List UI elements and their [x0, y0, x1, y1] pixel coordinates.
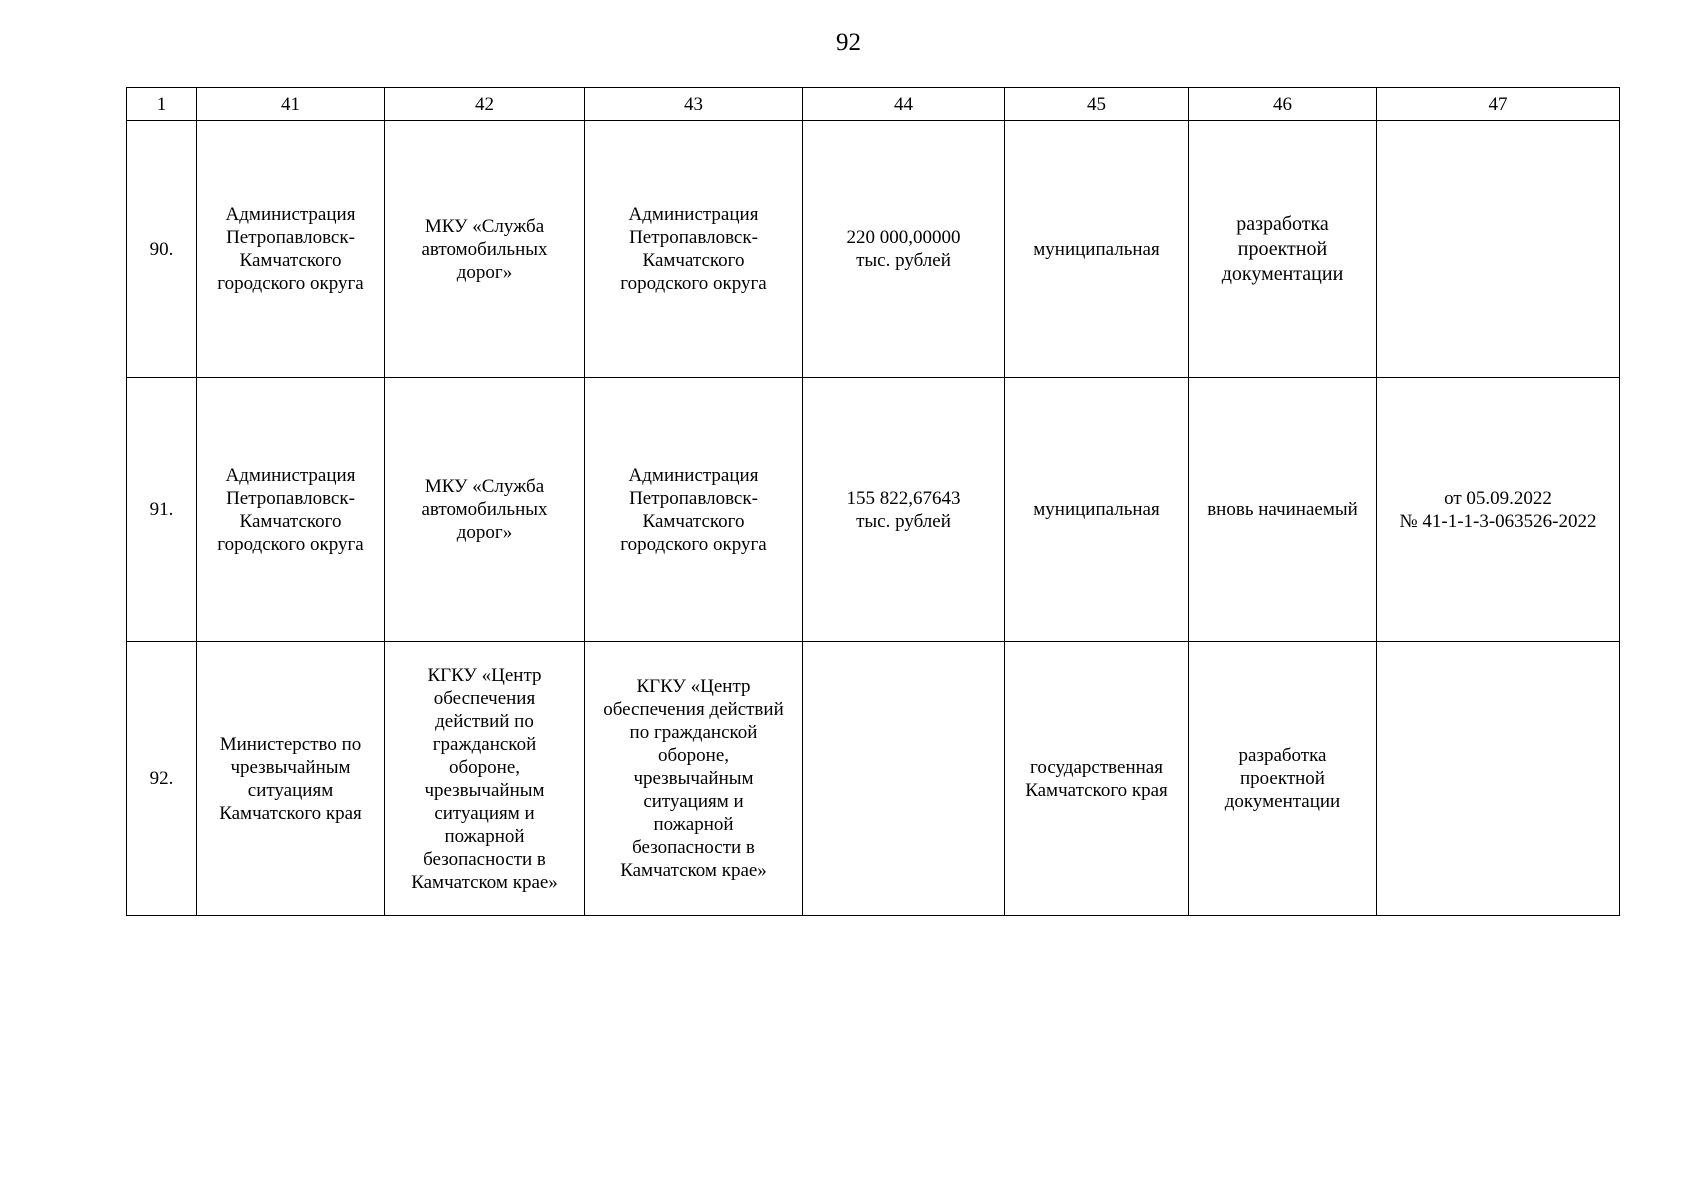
table-cell	[803, 378, 1005, 642]
cell-text: КГКУ «Центр обеспечения действий по гражданской обороне, чрезвычайным ситуациям и пожарной безопасности в Камчатском крае»	[411, 664, 558, 893]
cell-text: государственная Камчатского края	[1025, 756, 1168, 801]
column-header: 46	[1189, 88, 1377, 121]
table-cell	[1189, 378, 1377, 642]
table-cell	[1005, 642, 1189, 916]
cell-text: Администрация Петропавловск- Камчатского городского округа	[217, 464, 364, 555]
registry-table	[126, 87, 1620, 916]
cell-text: разработка проектной документации	[1224, 745, 1341, 812]
cell-text: 155 822,67643 тыс. рублей	[846, 487, 961, 532]
cell-text: МКУ «Служба автомобильных дорог»	[421, 476, 548, 543]
table-cell	[197, 121, 385, 378]
cell-text: 220 000,00000 тыс. рублей	[846, 227, 961, 271]
table-cell	[1377, 121, 1620, 378]
column-header: 47	[1377, 88, 1620, 121]
table-row	[127, 642, 1620, 916]
cell-text: КГКУ «Центр обеспечения действий по гражданской обороне, чрезвычайным ситуациям и пожарной безопасности в Камчатском крае»	[603, 676, 784, 881]
table-cell	[197, 642, 385, 916]
table-cell	[1005, 378, 1189, 642]
cell-text: Администрация Петропавловск- Камчатского городского округа	[620, 464, 767, 555]
cell-text: разработка проектной документации	[1221, 212, 1344, 285]
column-header: 43	[585, 88, 803, 121]
row-number-cell	[127, 121, 197, 378]
table-cell	[385, 121, 585, 378]
table-cell	[585, 642, 803, 916]
cell-text: муниципальная	[1033, 499, 1160, 520]
table-cell	[1189, 642, 1377, 916]
row-number: 91.	[149, 499, 174, 520]
table-cell	[1377, 378, 1620, 642]
column-header: 41	[197, 88, 385, 121]
cell-text: муниципальная	[1033, 238, 1160, 260]
table-cell	[585, 121, 803, 378]
cell-text: Администрация Петропавловск- Камчатского городского округа	[620, 204, 767, 294]
table-cell	[1189, 121, 1377, 378]
table-cell	[803, 642, 1005, 916]
table-cell	[1377, 642, 1620, 916]
table-row	[127, 121, 1620, 378]
row-number-cell	[127, 642, 197, 916]
cell-text: от 05.09.2022 № 41-1-1-3-063526-2022	[1399, 487, 1597, 532]
column-header: 44	[803, 88, 1005, 121]
table-cell	[585, 378, 803, 642]
column-header: 42	[385, 88, 585, 121]
row-number: 90.	[149, 238, 174, 260]
row-number-cell	[127, 378, 197, 642]
table-cell	[385, 378, 585, 642]
table-cell	[803, 121, 1005, 378]
column-header: 1	[127, 88, 197, 121]
cell-text: МКУ «Служба автомобильных дорог»	[421, 215, 548, 283]
cell-text: Администрация Петропавловск- Камчатского городского округа	[217, 204, 364, 294]
column-header: 45	[1005, 88, 1189, 121]
table-row	[127, 378, 1620, 642]
table-cell	[197, 378, 385, 642]
row-number: 92.	[149, 768, 174, 789]
cell-text: Министерство по чрезвычайным ситуациям Камчатского края	[219, 733, 362, 824]
column-number-row	[127, 88, 1620, 121]
table-cell	[385, 642, 585, 916]
cell-text: вновь начинаемый	[1207, 499, 1358, 520]
page-number: 92	[836, 29, 861, 56]
table-cell	[1005, 121, 1189, 378]
